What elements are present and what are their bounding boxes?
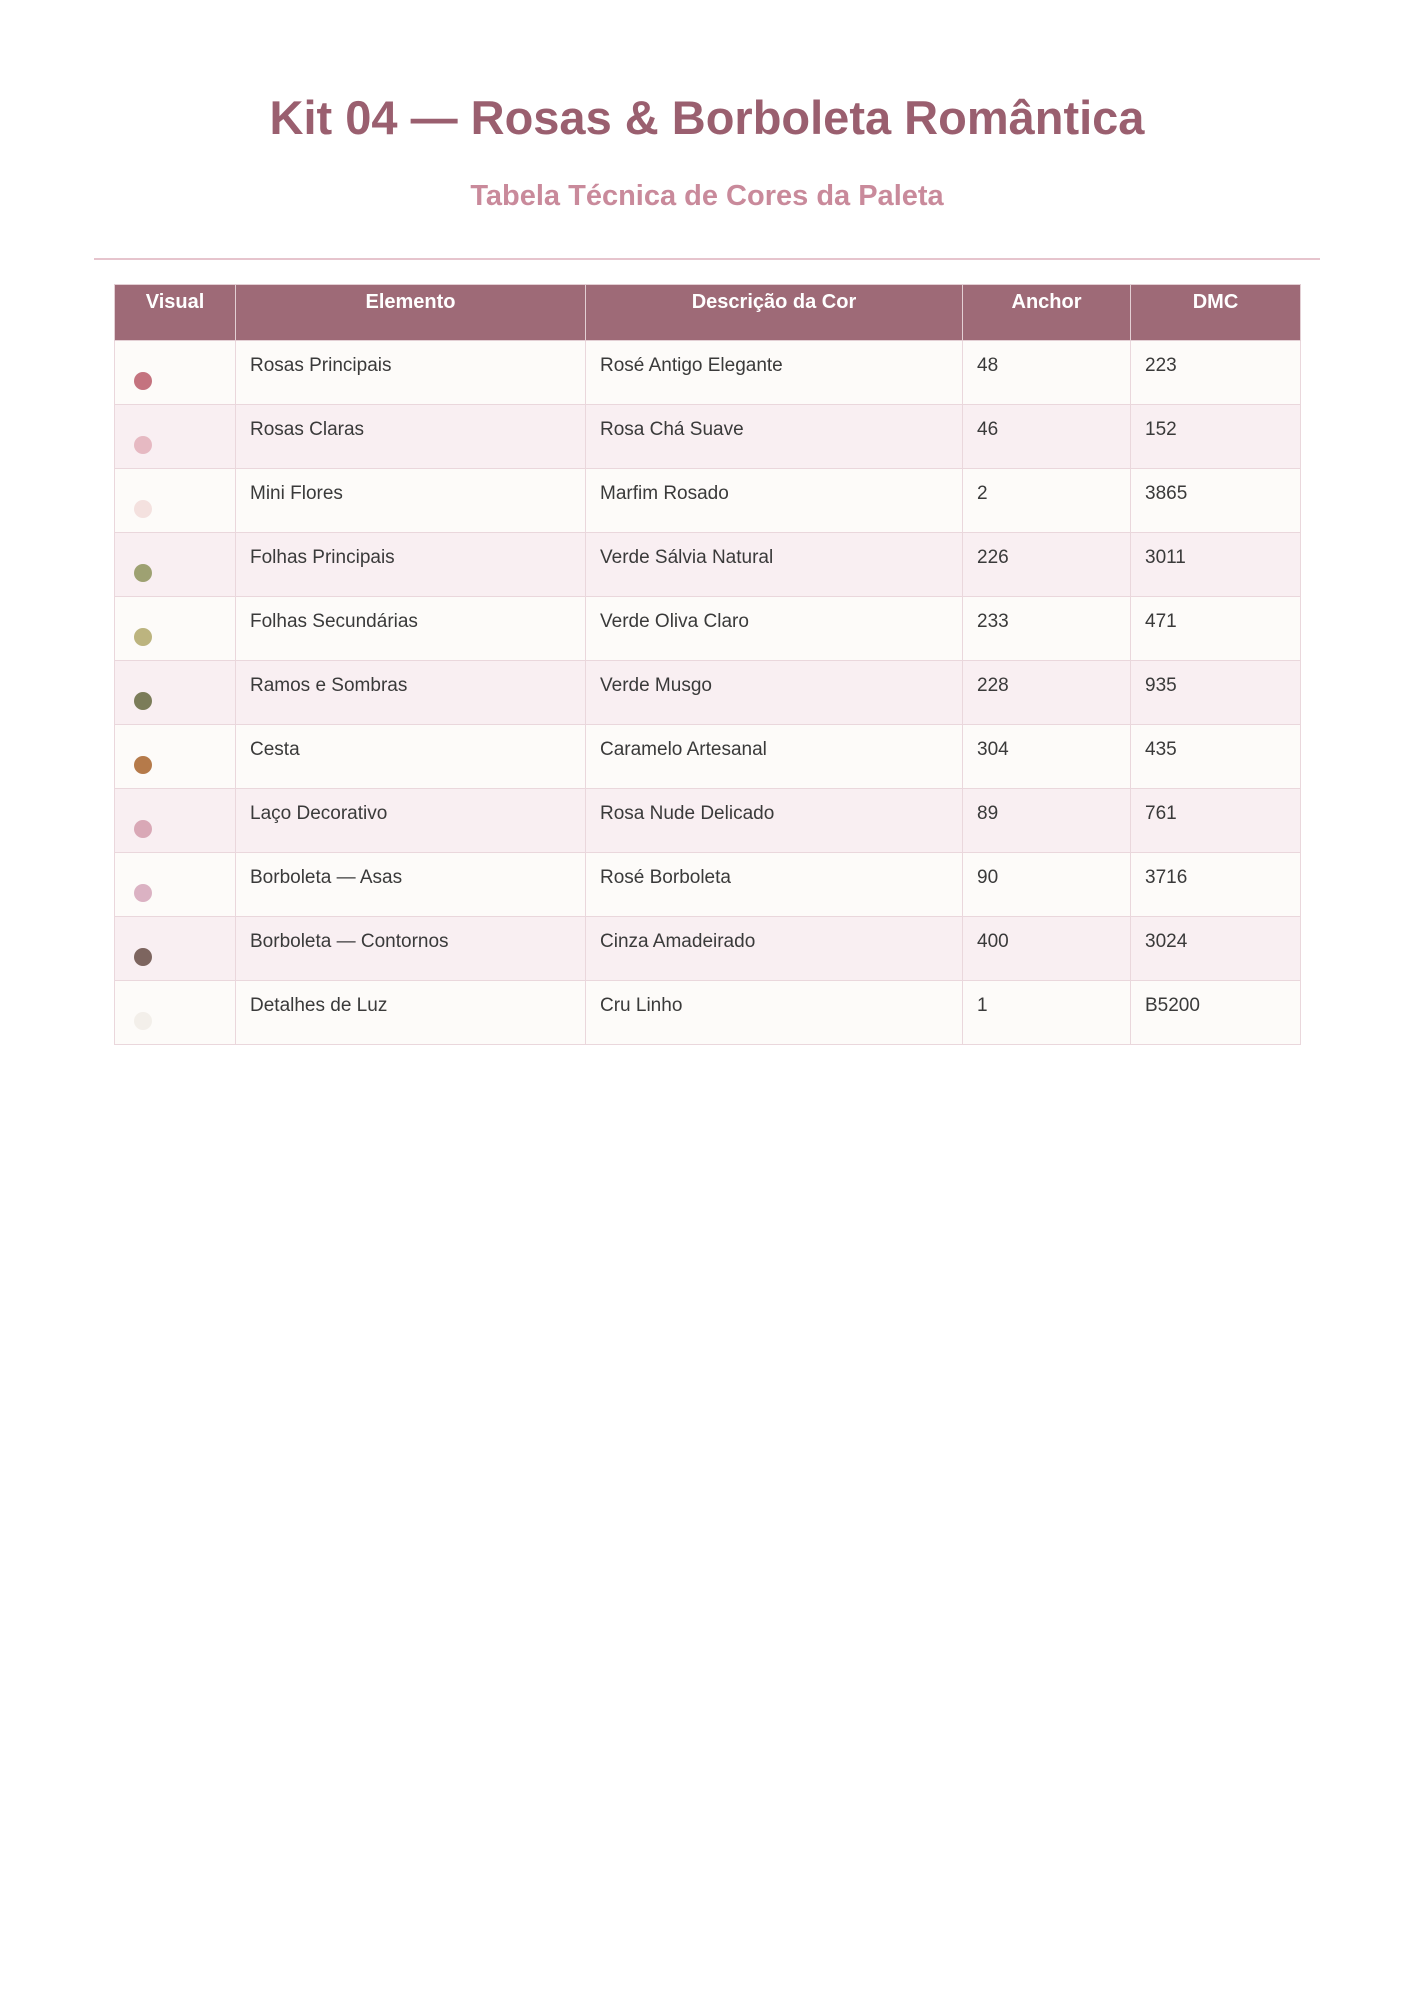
anchor-cell: 400 xyxy=(963,917,1131,981)
descricao-cell: Cinza Amadeirado xyxy=(586,917,963,981)
color-swatch xyxy=(134,500,152,518)
table-row xyxy=(115,661,1301,725)
anchor-cell: 2 xyxy=(963,469,1131,533)
dmc-cell: 3716 xyxy=(1131,853,1301,917)
table-row xyxy=(115,597,1301,661)
color-swatch xyxy=(134,564,152,582)
page-title: Kit 04 — Rosas & Borboleta Romântica xyxy=(269,91,1145,144)
visual-cell xyxy=(115,341,236,405)
elemento-cell: Mini Flores xyxy=(236,469,586,533)
table-row xyxy=(115,533,1301,597)
color-swatch xyxy=(134,692,152,710)
anchor-cell: 1 xyxy=(963,981,1131,1045)
color-swatch xyxy=(134,372,152,390)
dmc-cell: 223 xyxy=(1131,341,1301,405)
dmc-cell: 435 xyxy=(1131,725,1301,789)
anchor-cell: 228 xyxy=(963,661,1131,725)
dmc-cell: 471 xyxy=(1131,597,1301,661)
header-dmc: DMC xyxy=(1131,285,1301,341)
elemento-cell: Cesta xyxy=(236,725,586,789)
color-swatch xyxy=(134,948,152,966)
anchor-cell: 89 xyxy=(963,789,1131,853)
visual-cell xyxy=(115,981,236,1045)
dmc-cell: 761 xyxy=(1131,789,1301,853)
descricao-cell: Marfim Rosado xyxy=(586,469,963,533)
visual-cell xyxy=(115,405,236,469)
table-row xyxy=(115,789,1301,853)
color-swatch xyxy=(134,820,152,838)
elemento-cell: Borboleta — Asas xyxy=(236,853,586,917)
visual-cell xyxy=(115,597,236,661)
anchor-cell: 46 xyxy=(963,405,1131,469)
table-header-row xyxy=(115,285,1301,341)
table-row xyxy=(115,981,1301,1045)
table-row xyxy=(115,405,1301,469)
color-swatch xyxy=(134,1012,152,1030)
visual-cell xyxy=(115,469,236,533)
anchor-cell: 304 xyxy=(963,725,1131,789)
dmc-cell: 3024 xyxy=(1131,917,1301,981)
elemento-cell: Folhas Secundárias xyxy=(236,597,586,661)
dmc-cell: 3865 xyxy=(1131,469,1301,533)
table-row xyxy=(115,341,1301,405)
table-row xyxy=(115,725,1301,789)
color-palette-table xyxy=(114,284,1301,1045)
color-swatch xyxy=(134,628,152,646)
visual-cell xyxy=(115,917,236,981)
title-divider xyxy=(94,258,1320,260)
descricao-cell: Verde Musgo xyxy=(586,661,963,725)
header-anchor: Anchor xyxy=(963,285,1131,341)
header-descricao: Descrição da Cor xyxy=(586,285,963,341)
visual-cell xyxy=(115,789,236,853)
anchor-cell: 226 xyxy=(963,533,1131,597)
descricao-cell: Rosé Antigo Elegante xyxy=(586,341,963,405)
visual-cell xyxy=(115,661,236,725)
descricao-cell: Rosa Nude Delicado xyxy=(586,789,963,853)
elemento-cell: Borboleta — Contornos xyxy=(236,917,586,981)
dmc-cell: 935 xyxy=(1131,661,1301,725)
table-row xyxy=(115,917,1301,981)
elemento-cell: Detalhes de Luz xyxy=(236,981,586,1045)
table-body xyxy=(115,341,1301,1045)
descricao-cell: Verde Oliva Claro xyxy=(586,597,963,661)
color-swatch xyxy=(134,436,152,454)
color-swatch xyxy=(134,756,152,774)
dmc-cell: B5200 xyxy=(1131,981,1301,1045)
dmc-cell: 152 xyxy=(1131,405,1301,469)
header-elemento: Elemento xyxy=(236,285,586,341)
anchor-cell: 48 xyxy=(963,341,1131,405)
visual-cell xyxy=(115,725,236,789)
table-row xyxy=(115,853,1301,917)
descricao-cell: Rosé Borboleta xyxy=(586,853,963,917)
dmc-cell: 3011 xyxy=(1131,533,1301,597)
elemento-cell: Laço Decorativo xyxy=(236,789,586,853)
descricao-cell: Caramelo Artesanal xyxy=(586,725,963,789)
elemento-cell: Ramos e Sombras xyxy=(236,661,586,725)
visual-cell xyxy=(115,853,236,917)
anchor-cell: 90 xyxy=(963,853,1131,917)
elemento-cell: Folhas Principais xyxy=(236,533,586,597)
page-subtitle: Tabela Técnica de Cores da Paleta xyxy=(470,180,944,212)
descricao-cell: Cru Linho xyxy=(586,981,963,1045)
elemento-cell: Rosas Principais xyxy=(236,341,586,405)
elemento-cell: Rosas Claras xyxy=(236,405,586,469)
table-row xyxy=(115,469,1301,533)
header-visual: Visual xyxy=(115,285,236,341)
color-swatch xyxy=(134,884,152,902)
descricao-cell: Rosa Chá Suave xyxy=(586,405,963,469)
visual-cell xyxy=(115,533,236,597)
descricao-cell: Verde Sálvia Natural xyxy=(586,533,963,597)
anchor-cell: 233 xyxy=(963,597,1131,661)
